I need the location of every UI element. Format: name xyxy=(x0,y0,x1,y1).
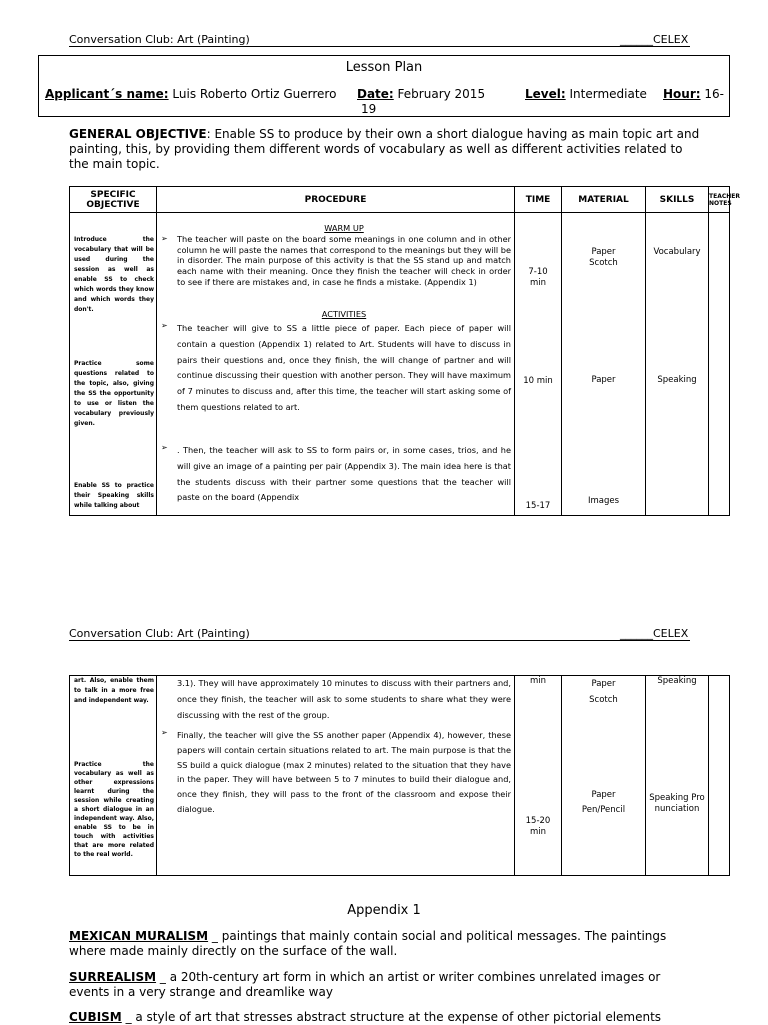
warm-up-text: The teacher will paste on the board some meanings in one column and in other column he will paste the names that correspond to the meanings but they will be in disorder. The main purpose of this activity is that the SS stand up and match each name with their meaning. Once they finish the teacher will check in order to see if there are mistakes and, in case he finds a mistake. (Appendix 1) xyxy=(177,234,511,287)
time-1: 7-10 min xyxy=(528,267,548,288)
appendix-entry-cubism xyxy=(69,1010,701,1025)
lesson-table-page2 xyxy=(69,675,730,876)
lesson-table-page1 xyxy=(69,186,740,516)
bullet-icon: ➢ xyxy=(161,443,168,452)
col-header-skills: SKILLS xyxy=(646,187,709,213)
appendix-definition: a style of art that stresses abstract structure at the expense of other pictorial elements xyxy=(135,1010,662,1024)
appendix-entry-surrealism xyxy=(69,970,701,1000)
skills-2: Speaking xyxy=(657,375,697,385)
time-2: 10 min xyxy=(523,376,553,386)
hour-label: Hour: xyxy=(663,87,701,101)
teacher-notes-cell xyxy=(709,213,730,516)
hour-field xyxy=(663,87,724,102)
bullet-icon: ➢ xyxy=(161,234,168,243)
page-header-title: Conversation Club: Art (Painting) xyxy=(69,627,250,640)
skills-1: Vocabulary xyxy=(653,247,701,257)
time-cell xyxy=(515,676,562,876)
lesson-plan-box xyxy=(38,55,730,117)
activity-3-text: Finally, the teacher will give the SS another paper (Appendix 4), however, these papers will contain certain situations related to art. The main purpose is that the SS build a quick dialogue (max 2 minutes) related to the situation that they have in the paper. They will have between 5 to 7 minutes to build their dialogue and, once they finish, they will pass to the front of the classroom and expose their dialogue. xyxy=(177,730,511,814)
appendix-separator: _ xyxy=(208,929,222,943)
general-objective-label: GENERAL OBJECTIVE xyxy=(69,127,207,141)
general-objective-text: : Enable SS to produce by their own a short dialogue having as main topic art and painting, this, by providing them different words of vocabulary as well as different activities related to the main topic. xyxy=(69,127,700,171)
col-header-teacher-notes: TEACHER NOTES xyxy=(709,187,730,213)
objective-3: Enable SS to practice their Speaking skills while talking about xyxy=(74,482,154,509)
teacher-notes-cell xyxy=(709,676,730,876)
appendix-title: Appendix 1 xyxy=(347,903,421,918)
objective-cell xyxy=(70,676,157,876)
material-3: Images xyxy=(587,496,620,506)
skills-cont: Speaking xyxy=(657,676,697,686)
date-value: February 2015 xyxy=(393,87,486,101)
col-header-time: TIME xyxy=(515,187,562,213)
header-rule xyxy=(69,640,690,641)
skills-cell xyxy=(646,213,709,516)
time-cell xyxy=(515,213,562,516)
appendix-separator: _ xyxy=(156,970,170,984)
applicant-value: Luis Roberto Ortiz Guerrero xyxy=(168,87,337,101)
skills-4: Speaking Pronunciation xyxy=(649,793,705,814)
level-field xyxy=(525,87,647,102)
procedure-cell xyxy=(157,676,515,876)
activity-2-cont: 3.1). They will have approximately 10 minutes to discuss with their partners and, once they finish, the teacher will ask to some students to share what they were discussing with the rest of the group. xyxy=(177,678,511,720)
lesson-plan-title: Lesson Plan xyxy=(345,60,423,75)
general-objective xyxy=(69,127,701,172)
material-2: Paper xyxy=(591,375,616,385)
objective-1: Introduce the vocabulary that will be used during the session as well as enable SS to check which words they know and which words they don't. xyxy=(74,236,154,313)
material-cont: Paper Scotch xyxy=(589,679,618,705)
appendix-term: CUBISM xyxy=(69,1010,122,1024)
applicant-label: Applicant´s name: xyxy=(45,87,169,101)
col-header-specific-objective: SPECIFIC OBJECTIVE xyxy=(70,187,157,213)
material-cell xyxy=(562,676,646,876)
hour-value: 16- xyxy=(700,87,724,101)
objective-cell xyxy=(70,213,157,516)
applicant-field xyxy=(45,87,336,102)
level-label: Level: xyxy=(525,87,566,101)
material-4: Paper Pen/Pencil xyxy=(581,790,626,815)
objective-3-cont: art. Also, enable them to talk in a more free and independent way. xyxy=(74,677,154,704)
appendix-entry-mexican-muralism xyxy=(69,929,701,959)
time-3: 15-17 xyxy=(525,501,551,511)
date-value-line2: 19 xyxy=(361,102,377,116)
page-header-celex: ______CELEX xyxy=(620,627,689,640)
time-4: 15-20 min xyxy=(525,816,551,837)
bullet-icon: ➢ xyxy=(161,321,168,330)
level-value: Intermediate xyxy=(565,87,647,101)
col-header-material: MATERIAL xyxy=(562,187,646,213)
col-header-procedure: PROCEDURE xyxy=(157,187,515,213)
date-field xyxy=(357,87,497,102)
objective-4: Practice the vocabulary as well as other expressions learnt during the session while creating a short dialogue in an independent way. Also, enable SS to be in touch with activities that are more related to the real world. xyxy=(74,761,154,858)
procedure-cell xyxy=(157,213,515,516)
appendix-definition: a 20th-century art form in which an artist or writer combines unrelated images or events in a very strange and dreamlike way xyxy=(69,970,661,999)
material-cell xyxy=(562,213,646,516)
objective-2: Practice some questions related to the topic, also, giving the SS the opportunity to use or listen the vocabulary previously given. xyxy=(74,360,154,427)
date-label: Date: xyxy=(357,87,394,101)
appendix-term: MEXICAN MURALISM xyxy=(69,929,209,943)
material-1: Paper Scotch xyxy=(589,247,618,268)
appendix-term: SURREALISM xyxy=(69,970,157,984)
bullet-icon: ➢ xyxy=(161,728,168,737)
time-cont: min xyxy=(529,676,547,686)
skills-cell xyxy=(646,676,709,876)
appendix-separator: _ xyxy=(121,1010,136,1024)
page-header-celex: ______CELEX xyxy=(620,33,689,46)
appendix-definition: paintings that mainly contain social and political messages. The paintings where made mainly directly on the surface of the wall. xyxy=(69,929,667,958)
page-header-title: Conversation Club: Art (Painting) xyxy=(69,33,250,46)
activity-2-text: . Then, the teacher will ask to SS to form pairs or, in some cases, trios, and he will give an image of a painting per pair (Appendix 3). The main idea here is that the students discuss with their partner some questions that the teacher will paste on the board (Appendix xyxy=(177,445,511,503)
activity-1-text: The teacher will give to SS a little piece of paper. Each piece of paper will contain a question (Appendix 1) related to Art. Students will have to discuss in pairs their questions and, once they finish, the will change of partner and will continue discussing their question with another person. They will have maximum of 7 minutes to discuss and, after this time, the teacher will start asking some of them questions related to art. xyxy=(177,323,511,412)
warm-up-title: WARM UP xyxy=(324,223,364,233)
header-rule xyxy=(69,46,690,47)
activities-title: ACTIVITIES xyxy=(321,309,367,319)
